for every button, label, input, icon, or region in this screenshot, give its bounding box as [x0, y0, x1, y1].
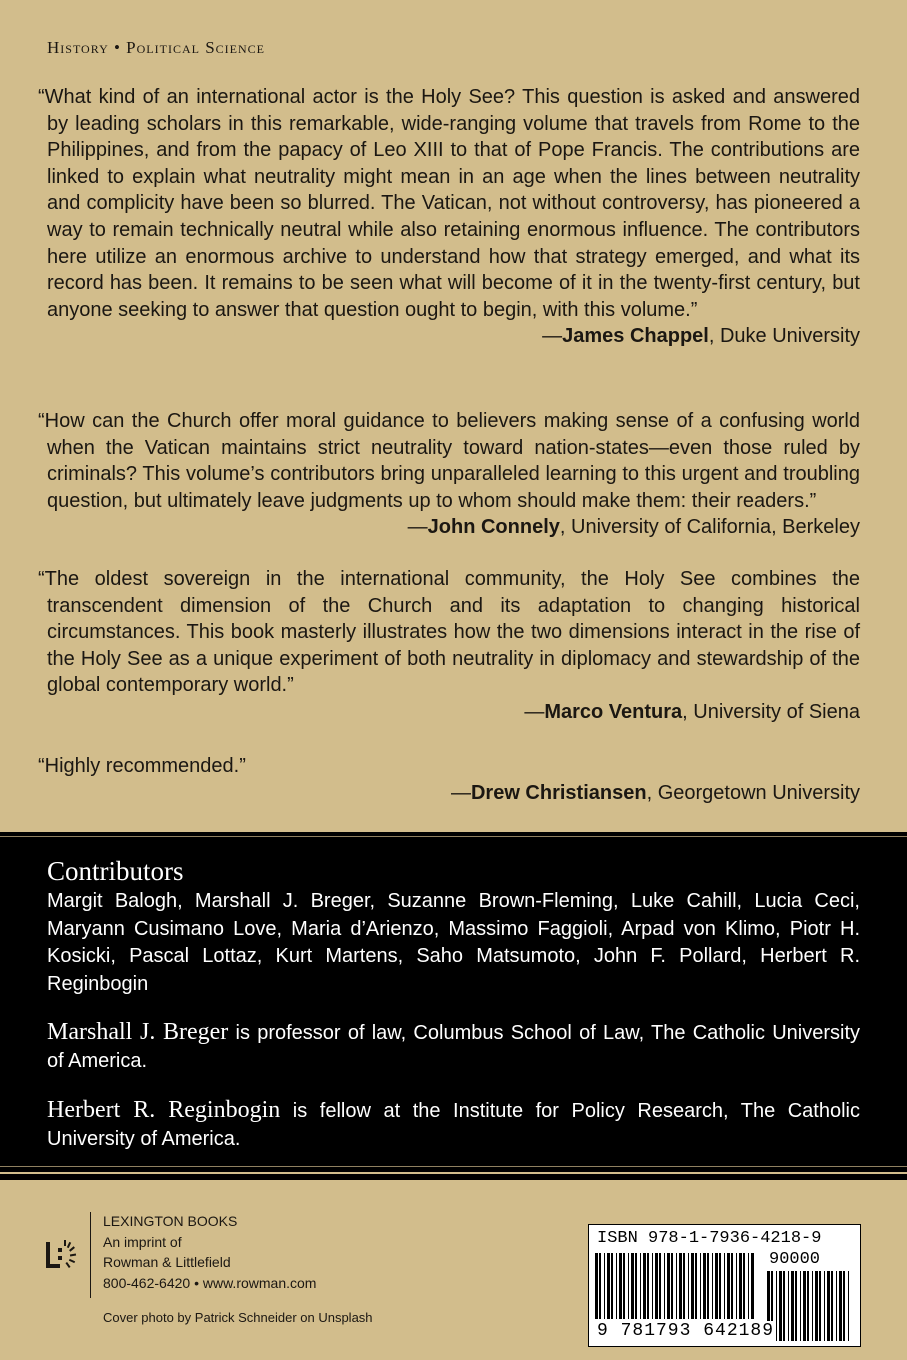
barcode-bar — [691, 1253, 694, 1319]
barcode-bar — [607, 1253, 610, 1319]
quote-attribution — [38, 323, 860, 350]
barcode-bar — [839, 1271, 842, 1341]
barcode-bar — [803, 1271, 806, 1341]
barcode-bar — [812, 1271, 813, 1341]
barcode-bar — [611, 1253, 613, 1319]
barcode-bar — [659, 1253, 661, 1319]
barcode-bar — [827, 1271, 830, 1341]
barcode-bar — [831, 1271, 833, 1341]
editor-bio — [47, 1097, 860, 1153]
publisher-logo-icon — [44, 1238, 78, 1272]
quote-text — [38, 408, 860, 539]
barcode-bar — [739, 1253, 742, 1319]
barcode-bar — [791, 1271, 794, 1341]
divider — [0, 830, 907, 832]
barcode-bar — [800, 1271, 801, 1341]
quote-affiliation: , University of Siena — [682, 700, 860, 723]
publisher-parent: Rowman & Littlefield — [103, 1254, 231, 1270]
barcode-bar — [819, 1271, 821, 1341]
barcode-bar — [824, 1271, 825, 1341]
barcode-bar — [843, 1271, 845, 1341]
isbn-number: ISBN 978-1-7936-4218-9 — [597, 1229, 822, 1248]
barcode-bar — [779, 1271, 782, 1341]
barcode-bar — [595, 1253, 598, 1319]
barcode-bar — [679, 1253, 682, 1319]
ean-number: 9 781793 642189 — [597, 1321, 775, 1341]
barcode-bar — [647, 1253, 649, 1319]
barcode-bar — [719, 1253, 721, 1319]
review-quote — [38, 566, 860, 726]
contributors-list: Margit Balogh, Marshall J. Breger, Suzanne Brown-Fleming, Luke Cahill, Lucia Ceci, Maryann Cusimano Love, Maria d’Arienzo, Massimo Faggioli, Arpad von Klimo, Piotr H. Kosicki, Pascal Lottaz, Kurt Martens, Saho Matsumoto, John F. Pollard, Herbert R. Reginbogin — [47, 890, 860, 995]
editor-name: Marshall J. Breger — [47, 1019, 229, 1045]
barcode-bar — [724, 1253, 725, 1319]
barcode-bar — [604, 1253, 605, 1319]
quote-text: “The oldest sovereign in the international community, the Holy See combines the transcendent dimension of the Church and its adaptation to changing historical circumstances. This book masterly illustrates how the two dimensions interact in the rise of the Holy See as a unique experiment of both neutrality in diplomacy and stewardship of the global contemporary world.” — [38, 568, 860, 697]
quote-author: John Connely — [427, 516, 560, 539]
barcode-bar — [628, 1253, 629, 1319]
barcode-bar — [736, 1253, 737, 1319]
editor-bio-text: is professor of law, Columbus School of Law, The Catholic University of America. — [47, 1022, 860, 1072]
quote-author: Marco Ventura — [544, 700, 683, 723]
review-quote — [38, 84, 860, 350]
publisher-divider — [90, 1212, 91, 1298]
barcode-bar — [712, 1253, 713, 1319]
barcode-bar — [635, 1253, 637, 1319]
photo-credit: Cover photo by Patrick Schneider on Unsplash — [103, 1310, 373, 1325]
quote-affiliation: , Georgetown University — [646, 781, 860, 804]
barcode-bar — [807, 1271, 809, 1341]
editor-bio — [47, 1019, 860, 1075]
barcode-bar — [743, 1253, 745, 1319]
divider — [0, 1166, 907, 1167]
quote-attribution — [38, 780, 860, 807]
barcode-bar — [731, 1253, 733, 1319]
barcode-bar — [619, 1253, 622, 1319]
barcode-bar — [676, 1253, 677, 1319]
barcode-bar — [776, 1271, 777, 1341]
barcode-bar — [751, 1253, 754, 1319]
barcode-bar — [848, 1271, 849, 1341]
editor-bio-text: is fellow at the Institute for Policy Research, The Catholic University of America. — [47, 1100, 860, 1150]
attribution-dash: — — [407, 516, 428, 539]
isbn-barcode — [588, 1224, 861, 1347]
barcode-bar — [631, 1253, 634, 1319]
barcode-bar — [616, 1253, 617, 1319]
quote-text: “Highly recommended.” — [38, 755, 246, 777]
barcode-bar — [700, 1253, 701, 1319]
barcode-bar — [815, 1271, 818, 1341]
editor-name: Herbert R. Reginbogin — [47, 1097, 281, 1123]
publisher-imprint: An imprint of — [103, 1233, 182, 1250]
category-label: History • Political Science — [47, 38, 265, 57]
divider — [0, 1172, 907, 1174]
publisher-name: LEXINGTON BOOKS — [103, 1213, 238, 1229]
barcode-bar — [652, 1253, 653, 1319]
barcode-bar — [655, 1253, 658, 1319]
contributors-heading: Contributors — [47, 856, 184, 886]
barcode-bar — [683, 1253, 685, 1319]
attribution-dash: — — [542, 325, 563, 348]
barcode-bar — [664, 1253, 665, 1319]
barcode-bar — [671, 1253, 673, 1319]
quote-text: “What kind of an international actor is the Holy See? This question is asked and answered by leading scholars in this remarkable, wide-ranging volume that travels from Rome to the Philippines, and from the papacy of Leo XIII to that of Pope Francis. The contributions are linked to explain what neutrality might mean in an age when the lines between neutrality and complicity have been so blurred. The Vatican, not without controversy, has pioneered a way to remain technically neutral while also retaining enormous influence. The contributors here utilize an enormous archive to understand how that strategy emerged, and what its record has been. It remains to be seen what will become of it in the twenty-first century, but anyone seeking to answer that question ought to begin, with this volume.” — [38, 86, 860, 321]
barcode-bar — [643, 1253, 646, 1319]
barcode-bar — [727, 1253, 730, 1319]
barcode-bar — [715, 1253, 718, 1319]
quote-author: James Chappel — [562, 325, 709, 348]
barcode-bar — [667, 1253, 670, 1319]
addon-bars — [767, 1271, 853, 1341]
review-quote — [38, 753, 860, 806]
divider — [0, 836, 907, 837]
barcode-bar — [623, 1253, 625, 1319]
quote-affiliation: , University of California, Berkeley — [559, 516, 860, 539]
barcode-bar — [703, 1253, 706, 1319]
price-code: 90000 — [769, 1250, 821, 1269]
barcode-bar — [748, 1253, 749, 1319]
publisher-block — [103, 1211, 316, 1293]
attribution-dash: — — [450, 781, 471, 804]
barcode-bar — [783, 1271, 785, 1341]
barcode-bar — [707, 1253, 709, 1319]
quote-author: Drew Christiansen — [470, 781, 647, 804]
publisher-contact: 800-462-6420 • www.rowman.com — [103, 1274, 317, 1291]
attribution-dash: — — [524, 700, 545, 723]
barcode-bar — [795, 1271, 797, 1341]
barcode-bar — [599, 1253, 601, 1319]
barcode-bar — [640, 1253, 641, 1319]
barcode-bar — [788, 1271, 789, 1341]
barcode-bar — [836, 1271, 837, 1341]
quote-attribution — [38, 699, 860, 726]
quote-text-content: “How can the Church offer moral guidance to believers making sense of a confusing world when the Vatican maintains strict neutrality toward nation-states—even those ruled by criminals? This volume’s contributors bring unparalleled learning to this urgent and troubling question, but ultimately leave judgments up to whom should make them: their readers.” — [38, 410, 860, 512]
barcode-bar — [688, 1253, 689, 1319]
review-quote — [38, 408, 860, 541]
quote-attribution — [407, 514, 860, 541]
barcode-bar — [695, 1253, 697, 1319]
quote-affiliation: , Duke University — [708, 325, 860, 348]
